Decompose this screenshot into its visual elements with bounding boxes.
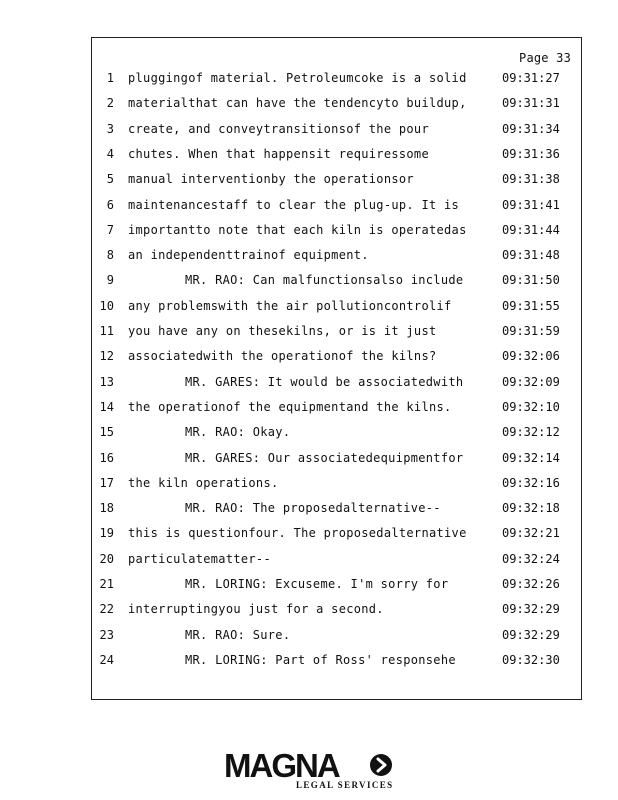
transcript-line (92, 498, 581, 518)
line-timestamp: 09:32:16 (502, 475, 560, 490)
line-timestamp: 09:31:59 (502, 324, 560, 338)
line-text: MR. LORING: Excuseme. I'm sorry for (185, 577, 449, 591)
line-timestamp: 09:31:50 (502, 273, 560, 288)
line-timestamp: 09:32:26 (502, 577, 560, 591)
line-timestamp: 09:32:14 (502, 450, 560, 465)
line-text: the kiln operations. (128, 475, 279, 490)
line-number: 6 (106, 197, 114, 212)
transcript-line (92, 397, 581, 417)
line-timestamp: 09:32:30 (502, 652, 560, 667)
line-number: 24 (99, 652, 114, 667)
line-text: associatedwith the operationof the kilns? (128, 349, 437, 364)
line-text: MR. RAO: Okay. (185, 425, 291, 440)
line-text: MR. RAO: The proposedalternative-- (185, 501, 441, 516)
line-number: 20 (99, 551, 114, 566)
line-timestamp: 09:32:29 (502, 602, 560, 617)
line-number: 13 (99, 374, 114, 389)
line-number: 14 (99, 399, 114, 414)
line-timestamp: 09:31:55 (502, 298, 560, 313)
transcript-line (92, 296, 581, 316)
transcript-line (92, 93, 581, 113)
line-text: chutes. When that happensit requiressome (128, 146, 429, 161)
line-number: 3 (106, 121, 114, 136)
line-text: create, and conveytransitionsof the pour (128, 121, 429, 136)
transcript-line (92, 195, 581, 215)
line-number: 8 (106, 248, 114, 263)
transcript-line (92, 549, 581, 569)
line-timestamp: 09:32:24 (502, 551, 560, 566)
line-timestamp: 09:32:12 (502, 425, 560, 440)
line-timestamp: 09:32:21 (502, 526, 560, 541)
line-text: you have any on thesekilns, or is it just (128, 324, 437, 338)
transcript-line (92, 650, 581, 670)
line-number: 1 (106, 71, 114, 85)
line-number: 19 (99, 526, 114, 541)
line-number: 4 (106, 146, 114, 161)
line-text: MR. RAO: Can malfunctionsalso include (185, 273, 464, 288)
transcript-line (92, 346, 581, 366)
line-text: MR. GARES: It would be associatedwith (185, 374, 464, 389)
line-text: importantto note that each kiln is operatedas (128, 222, 467, 237)
transcript-line (92, 144, 581, 164)
line-text: interruptingyou just for a second. (128, 602, 384, 617)
transcript-line (92, 169, 581, 189)
line-number: 7 (106, 222, 114, 237)
arrow-circle-icon (370, 754, 392, 776)
line-text: particulatematter-- (128, 551, 271, 566)
line-number: 17 (99, 475, 114, 490)
transcript-line (92, 270, 581, 290)
line-text: MR. LORING: Part of Ross' responsehe (185, 652, 456, 667)
line-timestamp: 09:31:36 (502, 146, 560, 161)
line-timestamp: 09:32:18 (502, 501, 560, 516)
line-number: 9 (106, 273, 114, 288)
logo-subtitle: LEGAL SERVICES (296, 780, 394, 790)
line-text: an independenttrainof equipment. (128, 248, 369, 263)
line-timestamp: 09:31:27 (502, 71, 560, 85)
transcript-line (92, 473, 581, 493)
line-number: 2 (106, 96, 114, 111)
transcript-line (92, 372, 581, 392)
transcript-line (92, 599, 581, 619)
transcript-line (92, 523, 581, 543)
line-timestamp: 09:31:34 (502, 121, 560, 136)
line-timestamp: 09:32:10 (502, 399, 560, 414)
line-number: 16 (99, 450, 114, 465)
transcript-line (92, 220, 581, 240)
transcript-line (92, 245, 581, 265)
transcript-line (92, 574, 581, 594)
line-text: the operationof the equipmentand the kilns. (128, 399, 452, 414)
line-number: 18 (99, 501, 114, 516)
line-timestamp: 09:31:41 (502, 197, 560, 212)
line-timestamp: 09:31:48 (502, 248, 560, 263)
line-number: 22 (99, 602, 114, 617)
line-timestamp: 09:32:29 (502, 627, 560, 642)
transcript-line (92, 422, 581, 442)
line-text: MR. GARES: Our associatedequipmentfor (185, 450, 464, 465)
line-number: 5 (106, 172, 114, 187)
magna-logo (224, 748, 400, 792)
line-timestamp: 09:31:44 (502, 222, 560, 237)
logo-wordmark: MAGNA (224, 747, 339, 784)
transcript-line (92, 68, 581, 88)
line-number: 23 (99, 627, 114, 642)
line-text: pluggingof material. Petroleumcoke is a solid (128, 71, 467, 85)
line-number: 10 (99, 298, 114, 313)
line-number: 15 (99, 425, 114, 440)
transcript-line (92, 625, 581, 645)
transcript-line (92, 321, 581, 341)
line-text: materialthat can have the tendencyto buildup, (128, 96, 467, 111)
transcript-line (92, 119, 581, 139)
line-timestamp: 09:32:09 (502, 374, 560, 389)
line-text: maintenancestaff to clear the plug-up. It is (128, 197, 460, 212)
line-number: 21 (99, 577, 114, 591)
line-text: this is questionfour. The proposedalternative (128, 526, 467, 541)
line-text: any problemswith the air pollutioncontrolif (128, 298, 452, 313)
line-number: 12 (99, 349, 114, 364)
transcript-line (92, 448, 581, 468)
line-timestamp: 09:31:38 (502, 172, 560, 187)
line-timestamp: 09:32:06 (502, 349, 560, 364)
page-number: Page 33 (519, 51, 571, 65)
line-text: MR. RAO: Sure. (185, 627, 291, 642)
line-timestamp: 09:31:31 (502, 96, 560, 111)
transcript-page (91, 37, 582, 700)
line-number: 11 (99, 324, 114, 338)
line-text: manual interventionby the operationsor (128, 172, 414, 187)
